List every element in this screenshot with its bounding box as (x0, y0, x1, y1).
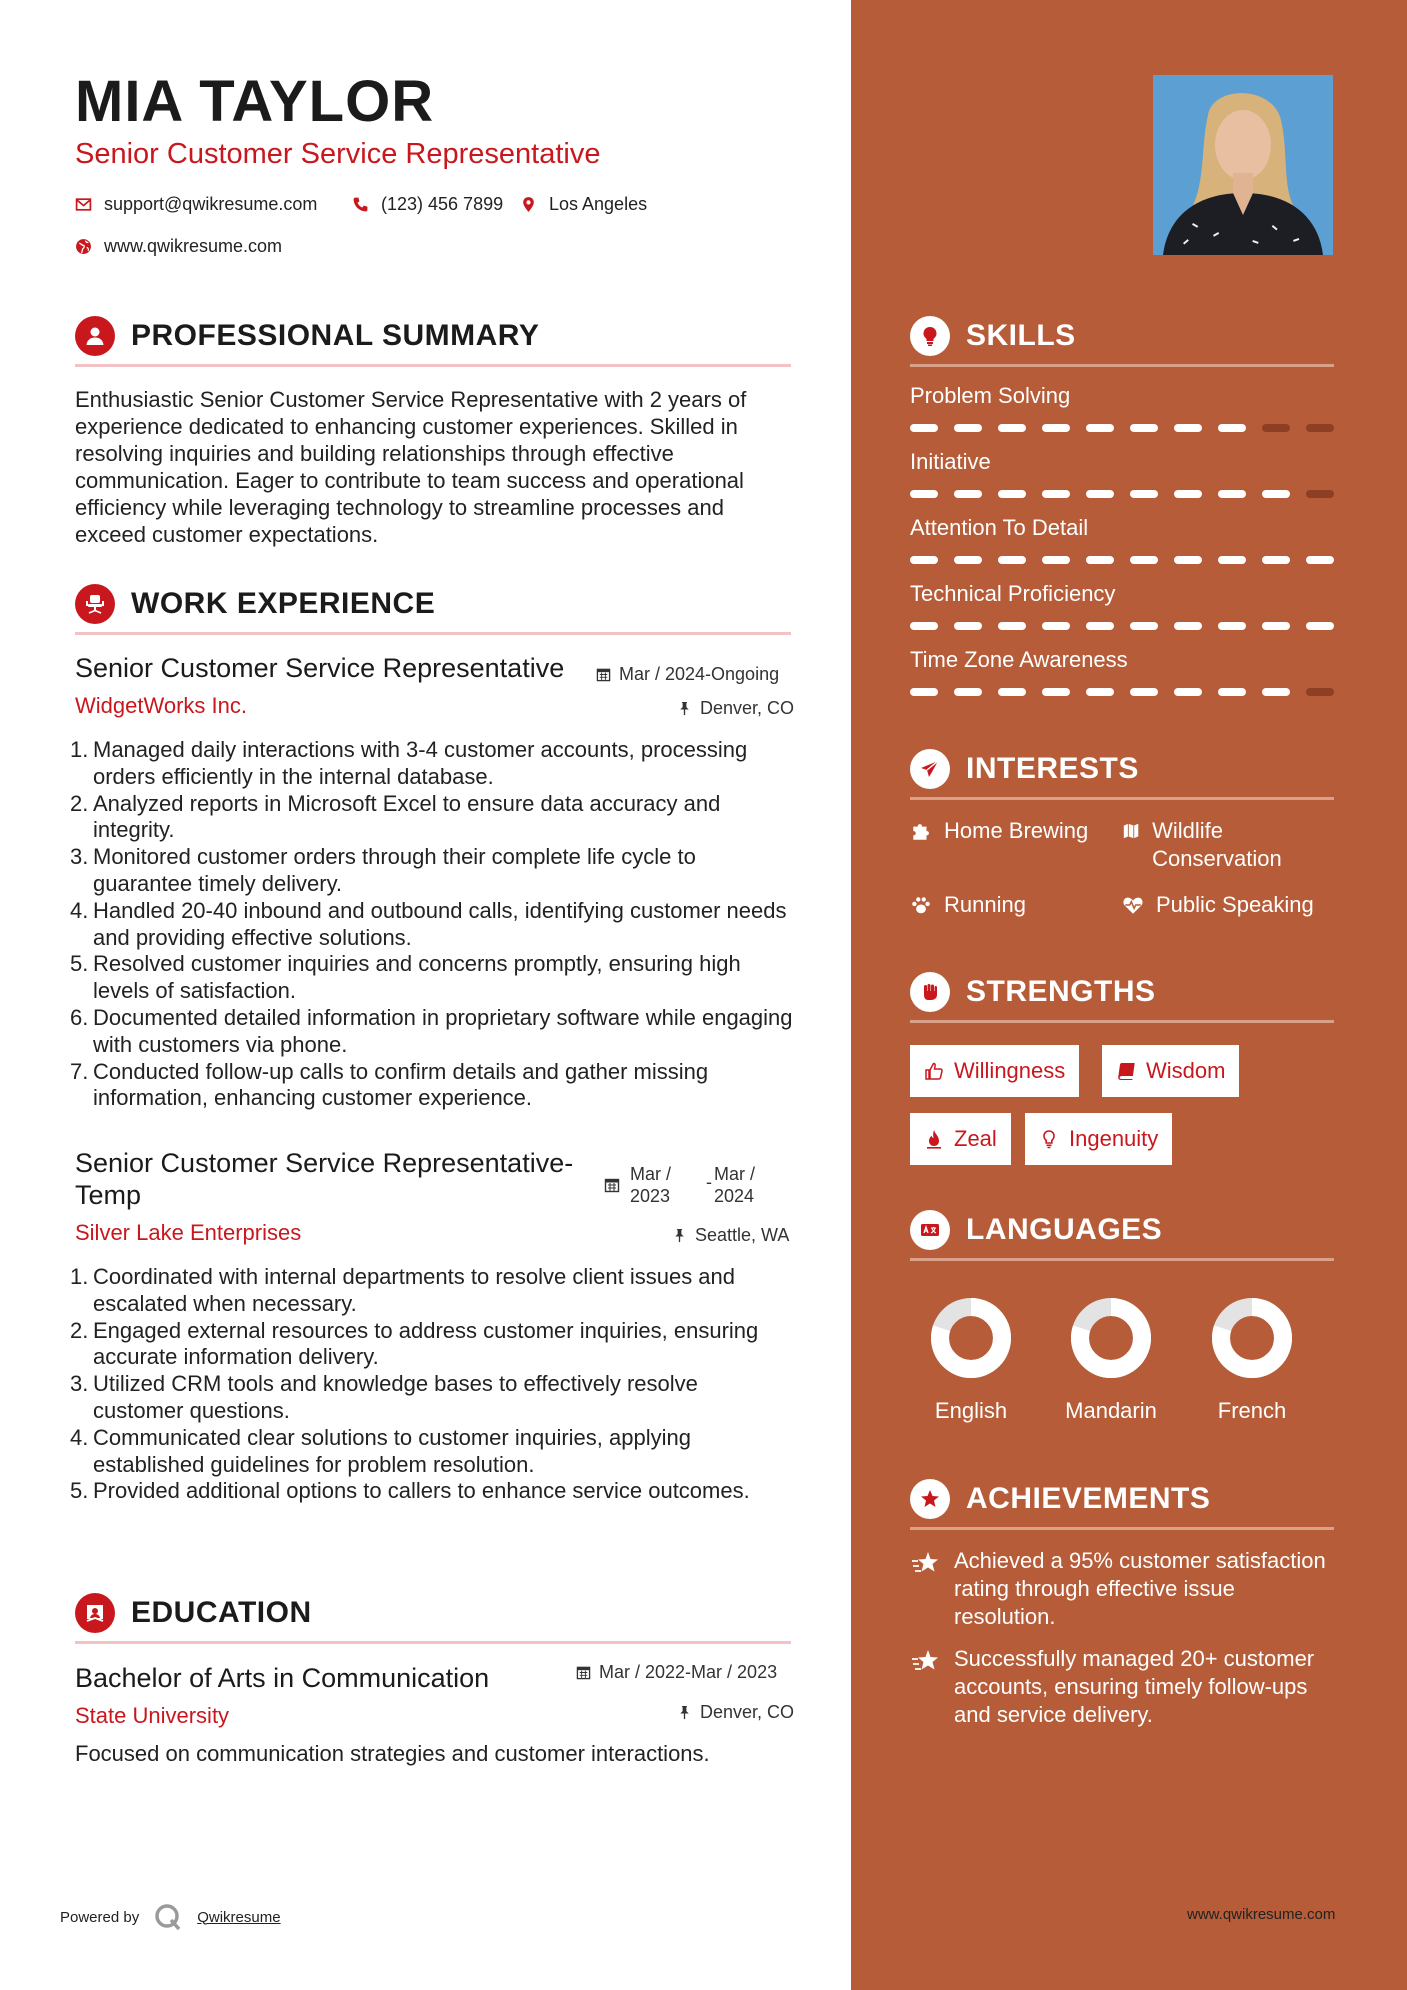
skill-dash-filled (1174, 490, 1202, 498)
job-2-start-date (630, 1163, 671, 1207)
job-1-duties (93, 737, 793, 1112)
education-dates (576, 1662, 777, 1683)
interests-heading-text: INTERESTS (966, 752, 1139, 785)
achievement-item (910, 1645, 1334, 1729)
job-1-dates (596, 664, 779, 685)
achievements-divider (910, 1527, 1334, 1530)
skill-dash-filled (1042, 490, 1070, 498)
job-2-location-text: Seattle, WA (695, 1225, 790, 1245)
powered-by-label: Powered by (60, 1908, 140, 1926)
calendar-icon (596, 667, 611, 682)
location-text: Los Angeles (549, 194, 648, 214)
book-icon (1116, 1061, 1136, 1081)
star-burst-icon (910, 1549, 942, 1579)
paw-icon (910, 894, 932, 916)
strength-chip (1102, 1045, 1239, 1097)
languages-heading (910, 1205, 1334, 1255)
skill-name: Initiative (910, 449, 991, 474)
skill-dash-filled (1262, 556, 1290, 564)
interest-label: Running (944, 892, 1026, 917)
skill-dash-filled (954, 490, 982, 498)
summary-heading-text: PROFESSIONAL SUMMARY (131, 319, 540, 352)
education-degree: Bachelor of Arts in Communication (75, 1663, 490, 1693)
phone-icon (352, 196, 369, 213)
skill-dash-filled (910, 424, 938, 432)
education-description: Focused on communication strategies and customer interactions. (75, 1741, 710, 1766)
duty-item: Documented detailed information in proprietary software while engaging with customers via phone. (93, 1004, 793, 1057)
duty-item: Conducted follow-up calls to confirm details and gather missing information, enhancing customer experience. (93, 1058, 709, 1111)
job-1-title: Senior Customer Service Representative (75, 653, 565, 683)
skill-level-meter (910, 556, 1334, 564)
job-2-title (75, 1147, 573, 1211)
globe-icon (75, 238, 92, 255)
duty-item: Monitored customer orders through their complete life cycle to guarantee timely delivery. (93, 844, 696, 896)
pushpin-icon (677, 701, 692, 716)
language-level-donut (1210, 1296, 1294, 1380)
map-icon (1122, 820, 1140, 842)
strength-chip (1025, 1113, 1172, 1165)
job-2-title-line2: Temp (75, 1180, 142, 1210)
skill-dash-filled (1218, 688, 1246, 696)
strengths-heading (910, 967, 1334, 1017)
duty-item: Handled 20-40 inbound and outbound calls, identifying customer needs and providing effective solutions. (93, 897, 787, 950)
paper-plane-icon (910, 749, 950, 789)
skill-dash-filled (1130, 622, 1158, 630)
skill-dash-filled (954, 556, 982, 564)
interest-item (910, 817, 1088, 845)
education-divider (75, 1641, 791, 1644)
interests-heading (910, 744, 1334, 794)
skill-level-meter (910, 424, 1334, 432)
candidate-name: MIA TAYLOR (75, 69, 435, 134)
strength-chip (910, 1045, 1079, 1097)
skill-dash-filled (1218, 490, 1246, 498)
skill-dash-filled (1086, 688, 1114, 696)
achievement-text: Achieved a 95% customer satisfaction rating through effective issue resolution. (954, 1548, 1326, 1629)
job-2-end-month: Mar / (714, 1164, 756, 1184)
job-2-duties (93, 1264, 793, 1505)
skill-dash-filled (1130, 556, 1158, 564)
education-heading (75, 1588, 791, 1638)
language-name: Mandarin (1065, 1398, 1157, 1423)
skill-dash-filled (1218, 556, 1246, 564)
powered-by[interactable] (60, 1902, 281, 1932)
envelope-icon (75, 196, 92, 213)
education-location-text: Denver, CO (700, 1702, 795, 1722)
skill-dash-filled (910, 490, 938, 498)
skill-dash-filled (1086, 490, 1114, 498)
language-level-donut (1069, 1296, 1153, 1380)
skill-dash-filled (1042, 556, 1070, 564)
qwikresume-link[interactable]: Qwikresume (197, 1908, 281, 1926)
achievement-item (910, 1547, 1334, 1631)
flame-icon (924, 1129, 944, 1149)
skill-dash-filled (998, 490, 1026, 498)
calendar-icon (604, 1177, 620, 1193)
skill-dash-filled (998, 622, 1026, 630)
puzzle-icon (910, 820, 932, 842)
calendar-icon (576, 1665, 591, 1680)
email-text: support@qwikresume.com (104, 194, 318, 214)
job-2-company: Silver Lake Enterprises (75, 1220, 302, 1245)
website-text: www.qwikresume.com (104, 236, 283, 256)
star-burst-icon (910, 1647, 942, 1677)
skill-name: Time Zone Awareness (910, 647, 1128, 672)
strength-label: Wisdom (1146, 1058, 1226, 1083)
job-1-company: WidgetWorks Inc. (75, 693, 247, 718)
skill-dash-filled (1218, 424, 1246, 432)
contact-phone[interactable] (352, 194, 503, 215)
strength-chip (910, 1113, 1011, 1165)
duty-item: Managed daily interactions with 3-4 customer accounts, processing orders efficiently in the internal database. (93, 737, 748, 789)
languages-heading-text: LANGUAGES (966, 1213, 1163, 1246)
contact-email[interactable] (75, 194, 317, 215)
skill-dash-filled (910, 688, 938, 696)
phone-text: (123) 456 7899 (381, 194, 504, 214)
duty-item: Utilized CRM tools and knowledge bases to effectively resolve customer questions. (93, 1371, 698, 1423)
lightbulb-outline-icon (1039, 1129, 1059, 1149)
achievements-heading (910, 1474, 1334, 1524)
skill-level-meter (910, 490, 1334, 498)
summary-text: Enthusiastic Senior Customer Service Representative with 2 years of experience dedicated to enhancing customer experiences. Skilled in resolving inquiries and building relationships through effective communication. Eager to contribute to team success and operational efficiency while leveraging technology to streamline processes and exceed customer expectations. (75, 387, 747, 547)
trophy-star-icon (910, 1479, 950, 1519)
strength-label: Willingness (954, 1058, 1066, 1083)
skills-heading-text: SKILLS (966, 319, 1076, 352)
skill-dash-filled (1174, 556, 1202, 564)
job-2-end-year: 2024 (714, 1186, 755, 1206)
contact-website[interactable] (75, 236, 282, 257)
skill-dash-filled (1306, 622, 1334, 630)
skill-dash-empty (1306, 490, 1334, 498)
job-2-start-month: Mar / (630, 1164, 672, 1184)
summary-divider (75, 364, 791, 367)
languages-divider (910, 1258, 1334, 1261)
skill-dash-filled (1042, 622, 1070, 630)
interest-label: Home Brewing (944, 818, 1089, 843)
duty-item: Resolved customer inquiries and concerns promptly, ensuring high levels of satisfaction. (93, 951, 741, 1004)
candidate-title: Senior Customer Service Representative (75, 138, 601, 170)
skill-dash-empty (1306, 424, 1334, 432)
skill-dash-filled (1130, 424, 1158, 432)
skill-dash-filled (998, 424, 1026, 432)
map-pin-icon (520, 196, 537, 213)
skill-dash-filled (1130, 490, 1158, 498)
experience-divider (75, 632, 791, 635)
skill-dash-empty (1306, 688, 1334, 696)
date-separator: - (706, 1172, 712, 1192)
language-level-donut (929, 1296, 1013, 1380)
skill-dash-empty (1262, 424, 1290, 432)
skill-dash-filled (1042, 424, 1070, 432)
job-2-location (672, 1225, 789, 1246)
skill-dash-filled (910, 556, 938, 564)
skill-name: Attention To Detail (910, 515, 1089, 540)
interests-divider (910, 797, 1334, 800)
strength-label: Zeal (954, 1126, 997, 1151)
skills-heading (910, 311, 1334, 361)
interest-item (910, 891, 1026, 919)
skill-dash-filled (1262, 490, 1290, 498)
job-2-start-year: 2023 (630, 1186, 671, 1206)
interest-label: Wildlife Conservation (1152, 818, 1282, 871)
strengths-heading-text: STRENGTHS (966, 975, 1156, 1008)
education-school: State University (75, 1703, 230, 1728)
skill-level-meter (910, 622, 1334, 630)
experience-heading (75, 579, 791, 629)
skill-dash-filled (998, 556, 1026, 564)
skill-dash-filled (1042, 688, 1070, 696)
strength-label: Ingenuity (1069, 1126, 1159, 1151)
skill-dash-filled (1262, 622, 1290, 630)
skills-divider (910, 364, 1334, 367)
skill-dash-filled (1174, 622, 1202, 630)
duty-item: Communicated clear solutions to customer inquiries, applying established guidelines for problem resolution. (93, 1424, 691, 1477)
skill-dash-filled (1174, 424, 1202, 432)
lightbulb-icon (910, 316, 950, 356)
interest-item (1122, 891, 1314, 919)
contact-location (520, 194, 647, 215)
duty-item: Engaged external resources to address customer inquiries, ensuring accurate information delivery. (93, 1317, 759, 1370)
job-1-location (677, 698, 794, 719)
achievement-text: Successfully managed 20+ customer accounts, ensuring timely follow-ups and service delivery. (954, 1646, 1315, 1727)
language-name: English (934, 1398, 1008, 1423)
footer-url[interactable]: www.qwikresume.com (1187, 1906, 1336, 1923)
thumbs-up-icon (924, 1061, 944, 1081)
strengths-divider (910, 1020, 1334, 1023)
achievements-heading-text: ACHIEVEMENTS (966, 1482, 1211, 1515)
skill-dash-filled (998, 688, 1026, 696)
job-1-dates-text: Mar / 2024-Ongoing (619, 664, 780, 684)
skill-dash-filled (1086, 556, 1114, 564)
skill-dash-filled (954, 424, 982, 432)
skill-dash-filled (1218, 622, 1246, 630)
job-2-title-line1: Senior Customer Service Representative- (75, 1148, 574, 1178)
job-2-end-date (714, 1163, 755, 1207)
job-1-location-text: Denver, CO (700, 698, 795, 718)
skill-name: Problem Solving (910, 383, 1071, 408)
skill-dash-filled (954, 688, 982, 696)
skill-level-meter (910, 688, 1334, 696)
skill-dash-filled (1306, 556, 1334, 564)
qwikresume-logo-icon (153, 1902, 183, 1932)
office-chair-icon (75, 584, 115, 624)
skill-dash-filled (1262, 688, 1290, 696)
skill-dash-filled (910, 622, 938, 630)
experience-heading-text: WORK EXPERIENCE (131, 587, 436, 620)
language-name: French (1217, 1398, 1287, 1423)
duty-item: Provided additional options to callers to enhance service outcomes. (93, 1478, 750, 1504)
pushpin-icon (672, 1228, 687, 1243)
education-dates-text: Mar / 2022-Mar / 2023 (599, 1662, 778, 1682)
interest-item (1122, 817, 1322, 873)
language-icon (910, 1210, 950, 1250)
fist-icon (910, 972, 950, 1012)
interest-label: Public Speaking (1156, 892, 1314, 917)
duty-item: Coordinated with internal departments to resolve client issues and escalated when necessary. (93, 1264, 736, 1316)
education-heading-text: EDUCATION (131, 1596, 312, 1629)
duty-item: Analyzed reports in Microsoft Excel to ensure data accuracy and integrity. (93, 790, 721, 843)
skill-dash-filled (954, 622, 982, 630)
graduate-icon (75, 1593, 115, 1633)
education-location (677, 1702, 794, 1723)
skill-dash-filled (1086, 424, 1114, 432)
heartbeat-icon (1122, 894, 1144, 916)
skill-name: Technical Proficiency (910, 581, 1116, 606)
skill-dash-filled (1130, 688, 1158, 696)
pushpin-icon (677, 1705, 692, 1720)
skill-dash-filled (1174, 688, 1202, 696)
skill-dash-filled (1086, 622, 1114, 630)
profile-photo (1153, 75, 1333, 255)
summary-heading (75, 311, 791, 361)
user-icon (75, 316, 115, 356)
